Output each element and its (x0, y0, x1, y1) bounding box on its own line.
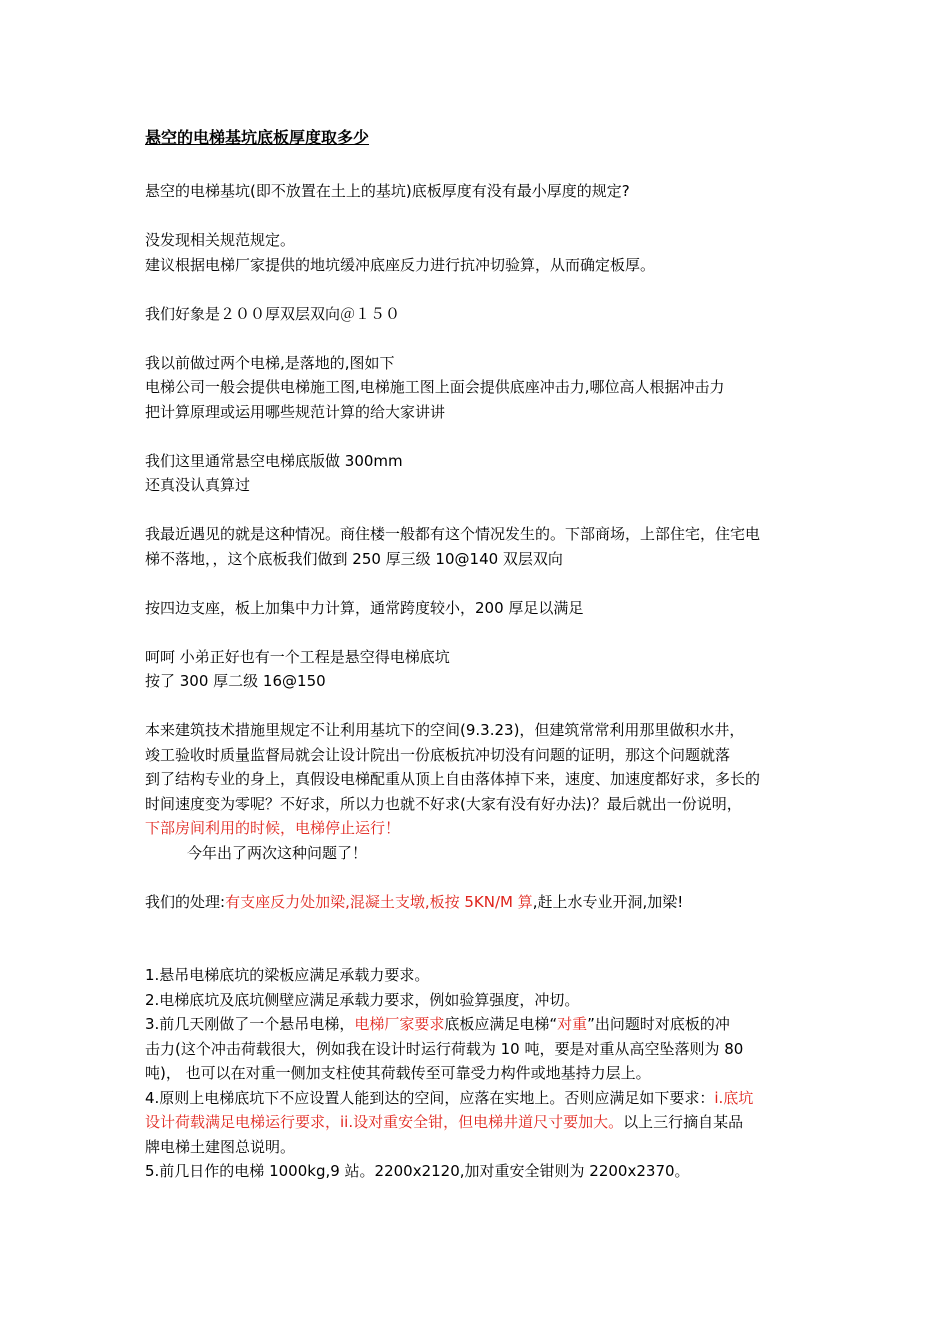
reply-9-tail: ,赶上水专业开洞,加梁! (532, 892, 684, 911)
reply-3-line-2: 电梯公司一般会提供电梯施工图,电梯施工图上面会提供底座冲击力,哪位高人根据冲击力 (145, 378, 725, 396)
question-text: 悬空的电梯基坑(即不放置在土上的基坑)底板厚度有没有最小厚度的规定? (145, 182, 630, 200)
reply-2: 我们好象是２００厚双层双向＠１５０ (145, 304, 401, 323)
document-page (145, 127, 815, 1184)
reply-7-line-1: 呵呵 小弟正好也有一个工程是悬空得电梯底坑 (145, 647, 450, 666)
reply-5-line-1: 我最近遇见的就是这种情况。商住楼一般都有这个情况发生的。下部商场，上部住宅，住宅电 (145, 525, 761, 543)
reply-8-line-2: 竣工验收时质量监督局就会让设计院出一份底板抗冲切没有问题的证明，那这个问题就落 (145, 745, 731, 764)
reply-4-line-1: 我们这里通常悬空电梯底版做 300mm (145, 451, 403, 470)
list-item-2: 2.电梯底坑及底坑侧壁应满足承载力要求，例如验算强度，冲切。 (145, 990, 580, 1009)
reply-9-label: 我们的处理: (145, 892, 226, 911)
reply-3-line-3: 把计算原理或运用哪些规范计算的给大家讲讲 (145, 402, 446, 421)
list-item-3-line-3: 吨)， 也可以在对重一侧加支柱使其荷载传至可靠受力构件或地基持力层上。 (145, 1064, 651, 1082)
reply-9-highlight: 有支座反力处加梁,混凝土支墩,板按 5KN/M 算 (225, 892, 533, 911)
list-item-3-text-a: 3.前几天刚做了一个悬吊电梯， (145, 1015, 355, 1033)
reply-3-line-1: 我以前做过两个电梯,是落地的,图如下 (145, 353, 395, 372)
reply-1-line-2: 建议根据电梯厂家提供的地坑缓冲底座反力进行抗冲切验算，从而确定板厚。 (145, 255, 656, 274)
page-title: 悬空的电梯基坑底板厚度取多少 (145, 128, 370, 147)
reply-8-line-3: 到了结构专业的身上，真假设电梯配重从顶上自由落体掉下来，速度、加速度都好求，多长的 (145, 770, 761, 788)
list-item-4-highlight-1: i.底坑 (714, 1088, 754, 1107)
reply-6: 按四边支座，板上加集中力计算，通常跨度较小，200 厚足以满足 (145, 598, 584, 617)
list-item-3-text-c: ”出问题时对底板的冲 (587, 1015, 730, 1033)
reply-9 (145, 890, 815, 915)
list-item-3-line-1 (145, 1012, 815, 1037)
reply-1-line-1: 没发现相关规范规定。 (145, 231, 296, 249)
list-item-3-line-2: 击力(这个冲击荷载很大，例如我在设计时运行荷载为 10 吨，要是对重从高空坠落则为 80 (145, 1039, 744, 1058)
list-item-5: 5.前几日作的电梯 1000kg,9 站。2200x2120,加对重安全钳则为 2200x2370。 (145, 1162, 690, 1180)
list-item-1: 1.悬吊电梯底坑的梁板应满足承载力要求。 (145, 966, 430, 984)
list-item-4-line-2 (145, 1110, 815, 1135)
list-item-4-text-b: 以上三行摘自某品 (623, 1113, 744, 1131)
list-item-3-highlight-2: 对重 (557, 1015, 588, 1033)
reply-8-line-4: 时间速度变为零呢？不好求，所以力也就不好求(大家有没有好办法)？最后就出一份说明， (145, 794, 742, 813)
list-item-3-text-b: 底板应满足电梯“ (444, 1015, 558, 1033)
reply-7-line-2: 按了 300 厚二级 16@150 (145, 672, 326, 690)
list-item-4-line-1 (145, 1086, 815, 1111)
list-item-3-highlight-1: 电梯厂家要求 (354, 1015, 445, 1033)
list-item-4-highlight-2: 设计荷载满足电梯运行要求，ii.设对重安全钳，但电梯井道尺寸要加大。 (145, 1113, 624, 1131)
reply-8-highlight: 下部房间利用的时候，电梯停止运行！ (145, 819, 401, 837)
reply-5-line-2: 梯不落地，，这个底板我们做到 250 厚三级 10@140 双层双向 (145, 549, 563, 568)
reply-4-line-2: 还真没认真算过 (145, 476, 251, 494)
reply-8-line-1: 本来建筑技术措施里规定不让利用基坑下的空间(9.3.23)，但建筑常常利用那里做积水井， (145, 721, 745, 739)
list-item-4-text-a: 4.原则上电梯底坑下不应设置人能到达的空间，应落在实地上。否则应满足如下要求： (145, 1088, 715, 1107)
reply-8-line-6: 今年出了两次这种问题了！ (187, 843, 368, 862)
list-item-4-line-3: 牌电梯土建图总说明。 (145, 1137, 296, 1156)
